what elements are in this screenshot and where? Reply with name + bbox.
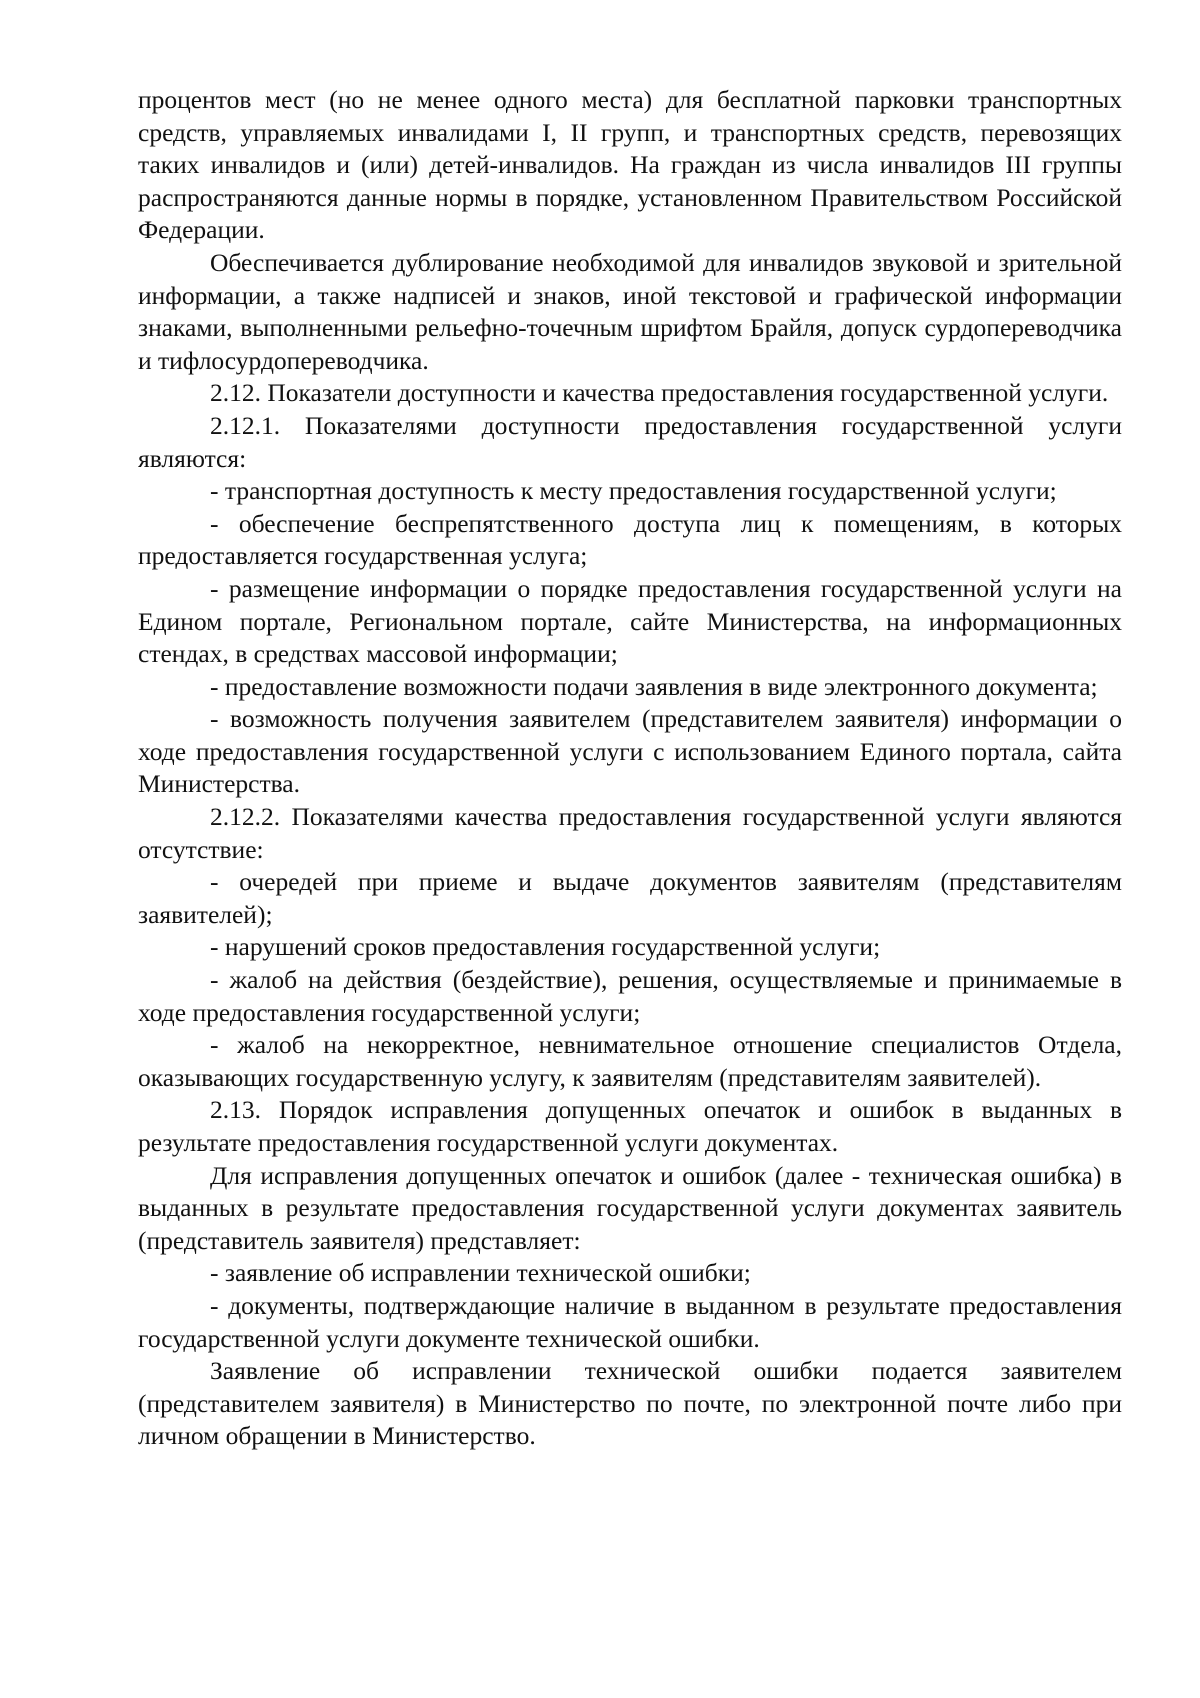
paragraph-information-duplication: Обеспечивается дублирование необходимой для инвалидов звуковой и зрительной информации, а также надписей и знаков, иной текстовой и графической информации знаками, выполненными рельефно-точечным шрифтом Брайля, допуск сурдопереводчика и тифлосурдопереводчика. — [138, 247, 1122, 375]
list-item-transport-access: - транспортная доступность к месту предоставления государственной услуги; — [210, 476, 1057, 506]
list-item-progress-information: - возможность получения заявителем (представителем заявителя) информации о ходе предоставления государственной услуги с использованием Единого портала, сайта Министерства. — [138, 704, 1122, 799]
section-heading-2-12: 2.12. Показатели доступности и качества предоставления государственной услуги. — [210, 378, 1109, 408]
list-item-no-queues: - очередей при приеме и выдаче документов заявителям (представителям заявителей); — [138, 867, 1122, 929]
list-item-no-complaints-actions: - жалоб на действия (бездействие), решения, осуществляемые и принимаемые в ходе предоставления государственной услуги; — [138, 965, 1122, 1027]
list-item-information-placement: - размещение информации о порядке предоставления государственной услуги на Едином портале, Региональном портале, сайте Министерства, на информационных стендах, в средствах массовой информации; — [138, 573, 1122, 669]
list-item-correction-application: - заявление об исправлении технической ошибки; — [210, 1258, 751, 1288]
paragraph-application-submission: Заявление об исправлении технической ошибки подается заявителем (представителем заявителя) в Министерство по почте, по электронной почте либо при личном обращении в Министерство. — [138, 1356, 1122, 1451]
section-heading-2-13: 2.13. Порядок исправления допущенных опечаток и ошибок в выданных в результате предоставления государственной услуги документах. — [138, 1095, 1122, 1157]
list-item-no-deadline-violations: - нарушений сроков предоставления государственной услуги; — [210, 932, 881, 962]
list-item-electronic-application: - предоставление возможности подачи заявления в виде электронного документа; — [210, 671, 1098, 701]
list-item-unobstructed-access: - обеспечение беспрепятственного доступа лиц к помещениям, в которых предоставляется государственная услуга; — [138, 508, 1122, 571]
document-body — [138, 84, 1122, 1453]
list-item-no-complaints-attitude: - жалоб на некорректное, невнимательное отношение специалистов Отдела, оказывающих государственную услугу, к заявителям (представителям заявителей). — [138, 1030, 1122, 1092]
paragraph-error-correction: Для исправления допущенных опечаток и ошибок (далее - техническая ошибка) в выданных в результате предоставления государственной услуги документах заявитель (представитель заявителя) представляет: — [138, 1160, 1122, 1255]
section-heading-2-12-2: 2.12.2. Показателями качества предоставления государственной услуги являются отсутствие: — [138, 802, 1122, 864]
section-heading-2-12-1: 2.12.1. Показателями доступности предоставления государственной услуги являются: — [138, 410, 1122, 473]
paragraph-parking-places: процентов мест (но не менее одного места) для бесплатной парковки транспортных средств, управляемых инвалидами I, II групп, и транспортных средств, перевозящих таких инвалидов и (или) детей-инвалидов. На граждан из числа инвалидов III группы распространяются данные нормы в порядке, установленном Правительством Российской Федерации. — [138, 85, 1122, 245]
list-item-confirming-documents: - документы, подтверждающие наличие в выданном в результате предоставления государственной услуги документе технической ошибки. — [138, 1290, 1122, 1353]
